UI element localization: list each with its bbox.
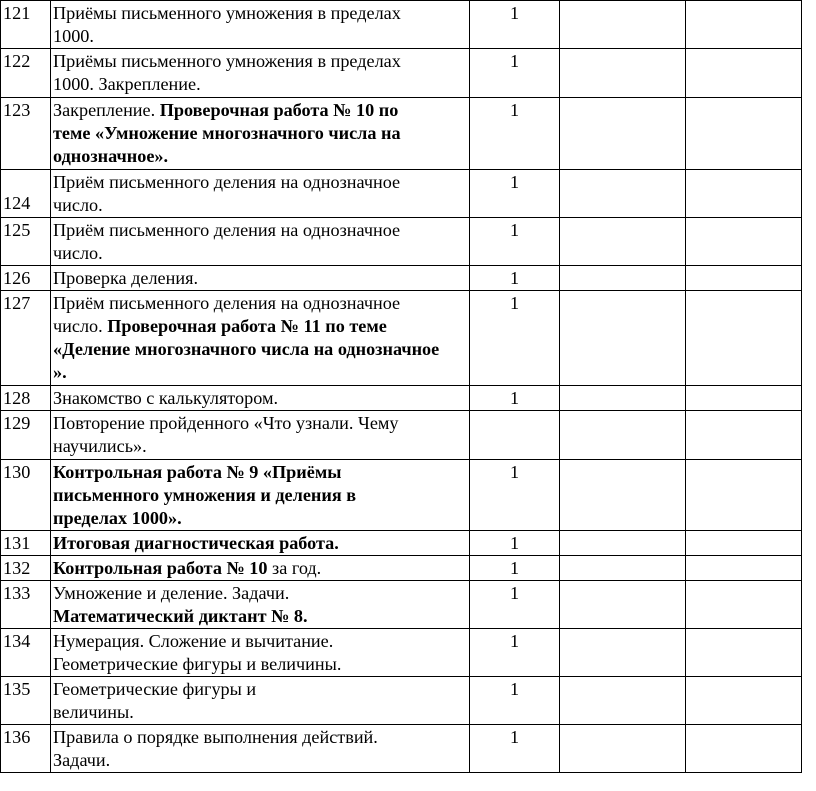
lesson-topic <box>51 677 470 725</box>
lesson-number: 127 <box>1 291 51 386</box>
table-row <box>1 531 802 556</box>
topic-text: Приём письменного деления на однозначное число. <box>53 220 401 263</box>
lesson-topic <box>51 531 470 556</box>
actual-date-cell <box>686 677 802 725</box>
lesson-number: 133 <box>1 581 51 629</box>
lesson-number: 123 <box>1 98 51 170</box>
actual-date-cell <box>686 725 802 773</box>
plan-date-cell <box>560 98 686 170</box>
lesson-topic <box>51 1 470 49</box>
lesson-number: 136 <box>1 725 51 773</box>
table-row <box>1 266 802 291</box>
lesson-topic <box>51 460 470 531</box>
lesson-topic <box>51 386 470 411</box>
lesson-hours: 1 <box>470 266 560 291</box>
actual-date-cell <box>686 411 802 460</box>
lesson-hours: 1 <box>470 677 560 725</box>
lesson-hours: 1 <box>470 531 560 556</box>
actual-date-cell <box>686 218 802 266</box>
lesson-number: 126 <box>1 266 51 291</box>
table-row <box>1 218 802 266</box>
topic-text: Повторение пройденного «Что узнали. Чему научились». <box>53 413 399 456</box>
actual-date-cell <box>686 581 802 629</box>
topic-text: Закрепление. <box>53 100 160 120</box>
lesson-number: 128 <box>1 386 51 411</box>
actual-date-cell <box>686 170 802 218</box>
actual-date-cell <box>686 386 802 411</box>
lesson-number: 132 <box>1 556 51 581</box>
topic-text: Нумерация. Сложение и вычитание. Геометрические фигуры и величины. <box>53 631 342 674</box>
lesson-hours: 1 <box>470 460 560 531</box>
table-row <box>1 49 802 98</box>
lesson-number: 121 <box>1 1 51 49</box>
table-row <box>1 411 802 460</box>
lesson-topic <box>51 556 470 581</box>
lesson-topic <box>51 581 470 629</box>
topic-text: Проверка деления. <box>53 268 199 288</box>
lesson-hours: 1 <box>470 49 560 98</box>
lesson-hours: 1 <box>470 725 560 773</box>
lesson-hours: 1 <box>470 291 560 386</box>
topic-text: Правила о порядке выполнения действий. Задачи. <box>53 727 378 770</box>
actual-date-cell <box>686 291 802 386</box>
topic-bold-text: Математический диктант № 8. <box>53 606 308 626</box>
lesson-number: 124 <box>1 170 51 218</box>
lesson-number: 122 <box>1 49 51 98</box>
topic-bold-text: Проверочная работа № 10 по теме «Умножение многозначного числа на однозначное». <box>53 100 401 166</box>
topic-bold-text: Контрольная работа № 9 «Приёмы письменного умножения и деления в пределах 1000». <box>53 462 357 528</box>
topic-text: Приёмы письменного умножения в пределах 1000. Закрепление. <box>53 51 401 94</box>
lesson-topic <box>51 218 470 266</box>
lesson-hours: 1 <box>470 98 560 170</box>
plan-date-cell <box>560 460 686 531</box>
actual-date-cell <box>686 556 802 581</box>
topic-text: Умножение и деление. Задачи. <box>53 583 290 603</box>
actual-date-cell <box>686 460 802 531</box>
plan-date-cell <box>560 725 686 773</box>
lesson-hours: 1 <box>470 170 560 218</box>
lesson-rows <box>1 1 802 773</box>
lesson-number: 130 <box>1 460 51 531</box>
table-row <box>1 460 802 531</box>
topic-text: Знакомство с калькулятором. <box>53 388 279 408</box>
plan-date-cell <box>560 49 686 98</box>
table-row <box>1 581 802 629</box>
plan-date-cell <box>560 218 686 266</box>
lesson-number: 134 <box>1 629 51 677</box>
table-row <box>1 291 802 386</box>
lesson-topic <box>51 291 470 386</box>
table-row <box>1 170 802 218</box>
lesson-number: 129 <box>1 411 51 460</box>
table-row <box>1 725 802 773</box>
lesson-topic <box>51 98 470 170</box>
lesson-hours: 1 <box>470 218 560 266</box>
lesson-hours: 1 <box>470 386 560 411</box>
plan-date-cell <box>560 531 686 556</box>
plan-date-cell <box>560 581 686 629</box>
plan-date-cell <box>560 1 686 49</box>
plan-date-cell <box>560 677 686 725</box>
topic-text: Геометрические фигуры и величины. <box>53 679 257 722</box>
plan-date-cell <box>560 411 686 460</box>
plan-date-cell <box>560 266 686 291</box>
lesson-topic <box>51 266 470 291</box>
lesson-topic <box>51 411 470 460</box>
actual-date-cell <box>686 266 802 291</box>
actual-date-cell <box>686 531 802 556</box>
topic-bold-text: Итоговая диагностическая работа. <box>53 533 339 553</box>
lesson-hours <box>470 411 560 460</box>
topic-text: Приём письменного деления на однозначное число. <box>53 293 401 336</box>
lesson-topic <box>51 725 470 773</box>
plan-date-cell <box>560 386 686 411</box>
table-row <box>1 556 802 581</box>
plan-date-cell <box>560 629 686 677</box>
table-row <box>1 629 802 677</box>
lesson-number: 131 <box>1 531 51 556</box>
lesson-number: 135 <box>1 677 51 725</box>
topic-text: за год. <box>267 558 322 578</box>
lesson-hours: 1 <box>470 629 560 677</box>
lesson-topic <box>51 170 470 218</box>
plan-date-cell <box>560 556 686 581</box>
lesson-hours: 1 <box>470 1 560 49</box>
table-row <box>1 677 802 725</box>
lesson-topic <box>51 629 470 677</box>
actual-date-cell <box>686 629 802 677</box>
plan-date-cell <box>560 170 686 218</box>
table-row <box>1 98 802 170</box>
lesson-hours: 1 <box>470 556 560 581</box>
lesson-number: 125 <box>1 218 51 266</box>
topic-text: Приём письменного деления на однозначное число. <box>53 172 401 215</box>
topic-bold-text: Контрольная работа № 10 <box>53 558 268 578</box>
actual-date-cell <box>686 1 802 49</box>
actual-date-cell <box>686 49 802 98</box>
lesson-topic <box>51 49 470 98</box>
table-row <box>1 1 802 49</box>
topic-text: Приёмы письменного умножения в пределах 1000. <box>53 3 401 46</box>
plan-date-cell <box>560 291 686 386</box>
topic-bold-text: Проверочная работа № 11 по теме «Деление многозначного числа на однозначное ». <box>53 316 440 382</box>
actual-date-cell <box>686 98 802 170</box>
lesson-hours: 1 <box>470 581 560 629</box>
table-row <box>1 386 802 411</box>
